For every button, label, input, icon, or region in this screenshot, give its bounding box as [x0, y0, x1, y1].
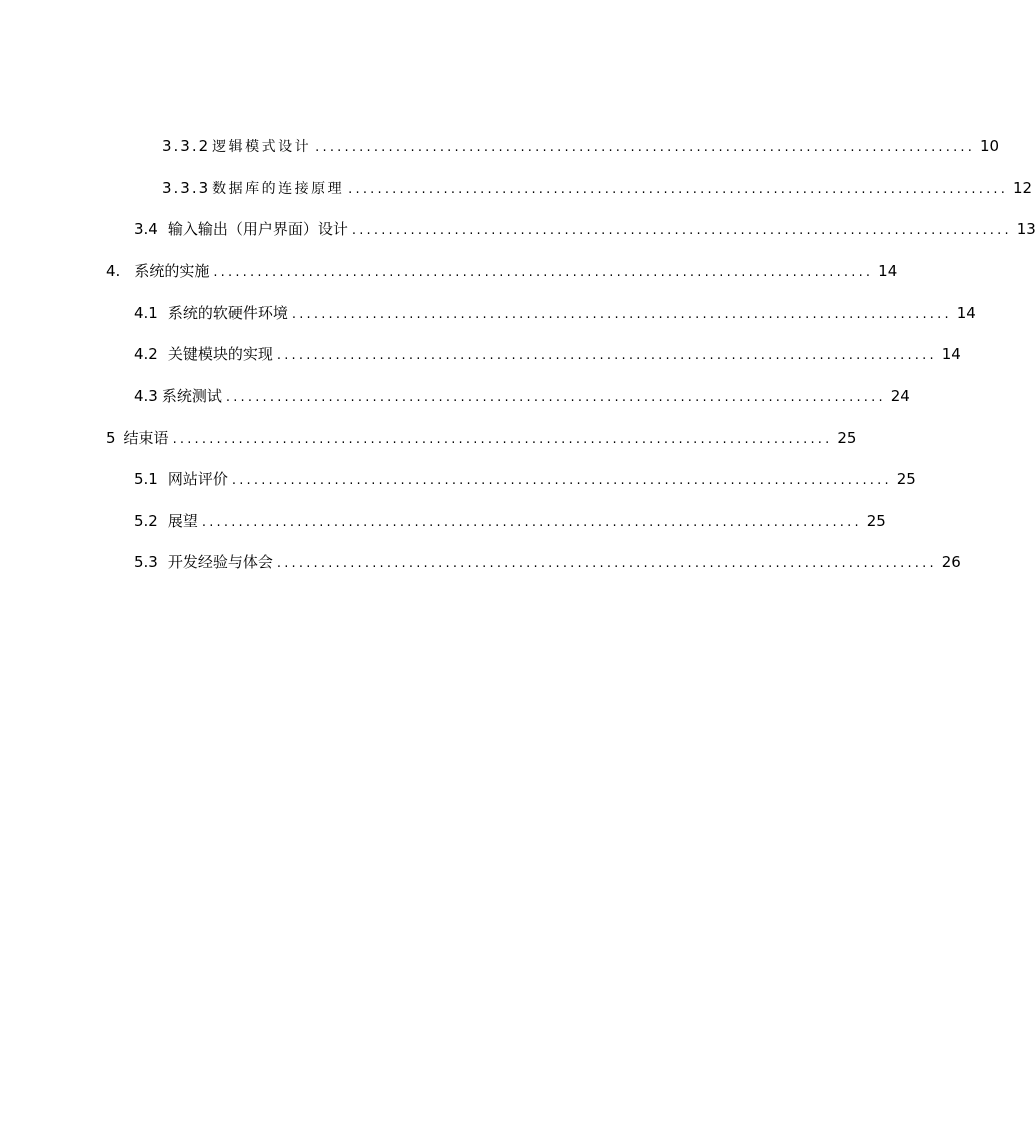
toc-entry-4-3[interactable] — [134, 385, 910, 407]
dot-leader: .......................................................................................... — [213, 265, 874, 280]
toc-number: 4. — [106, 262, 121, 280]
toc-page-number: 14 — [956, 304, 976, 322]
toc-title: 逻辑模式设计 — [212, 139, 312, 155]
dot-leader: .......................................................................................... — [201, 515, 862, 530]
dot-leader: .......................................................................................... — [315, 140, 976, 155]
dot-leader: .......................................................................................... — [225, 390, 886, 405]
toc-entry-5[interactable] — [106, 427, 857, 449]
toc-entry-5-2[interactable] — [134, 510, 886, 532]
toc-entry-3-3-2[interactable] — [162, 135, 1000, 157]
toc-number: 3.4 — [134, 220, 158, 238]
toc-page-number: 14 — [878, 262, 898, 280]
dot-leader: .......................................................................................... — [291, 307, 952, 322]
toc-number: 3.3.2 — [162, 137, 211, 155]
dot-leader: .......................................................................................... — [231, 473, 892, 488]
toc-page-number: 25 — [837, 429, 857, 447]
toc-title: 开发经验与体会 — [167, 553, 273, 571]
toc-number: 5.1 — [134, 470, 158, 488]
toc-title: 网站评价 — [167, 470, 228, 488]
toc-title: 系统的软硬件环境 — [167, 304, 288, 322]
dot-leader: .......................................................................................... — [172, 432, 833, 447]
toc-number: 4.3 — [134, 387, 158, 405]
toc-title: 数据库的连接原理 — [212, 181, 345, 197]
toc-title: 系统的实施 — [134, 262, 210, 280]
dot-leader: .......................................................................................... — [351, 223, 1012, 238]
toc-page-number: 13 — [1016, 220, 1036, 238]
toc-entry-4[interactable] — [106, 260, 898, 282]
toc-page-number: 26 — [941, 553, 961, 571]
toc-page-number: 12 — [1013, 179, 1033, 197]
toc-page-number: 14 — [941, 345, 961, 363]
toc-entry-5-3[interactable] — [134, 551, 961, 573]
toc-title: 关键模块的实现 — [167, 345, 273, 363]
dot-leader: .......................................................................................... — [348, 182, 1009, 197]
toc-number: 5.2 — [134, 512, 158, 530]
toc-number: 5 — [106, 429, 116, 447]
toc-entry-3-3-3[interactable] — [162, 177, 1033, 199]
toc-page-number: 10 — [980, 137, 1000, 155]
toc-page-number: 24 — [890, 387, 910, 405]
toc-title: 展望 — [167, 512, 198, 530]
toc-entry-4-2[interactable] — [134, 343, 961, 365]
toc-page-number: 25 — [896, 470, 916, 488]
toc-title: 输入输出（用户界面）设计 — [167, 220, 348, 238]
toc-title: 结束语 — [123, 429, 169, 447]
toc-number: 3.3.3 — [162, 179, 211, 197]
dot-leader: .......................................................................................... — [276, 556, 937, 571]
toc-entry-3-4[interactable] — [134, 218, 1036, 240]
toc-number: 4.2 — [134, 345, 158, 363]
toc-entry-5-1[interactable] — [134, 468, 916, 490]
toc-title: 系统测试 — [161, 387, 222, 405]
toc-entry-4-1[interactable] — [134, 302, 976, 324]
toc-page-number: 25 — [866, 512, 886, 530]
toc-number: 5.3 — [134, 553, 158, 571]
dot-leader: .......................................................................................... — [276, 348, 937, 363]
toc-number: 4.1 — [134, 304, 158, 322]
